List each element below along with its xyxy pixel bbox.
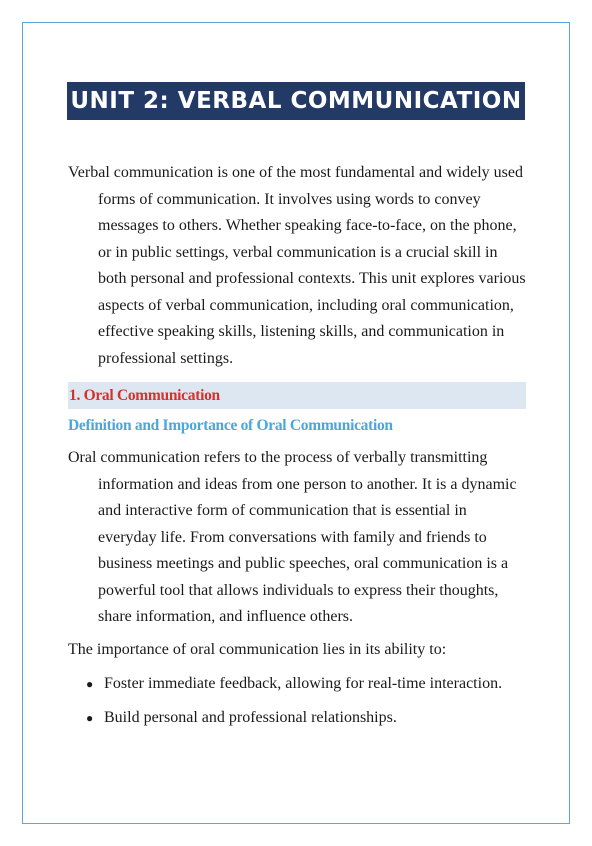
- section-heading-oral-communication: 1. Oral Communication: [68, 382, 526, 409]
- title-banner: [67, 82, 525, 120]
- importance-list: [68, 671, 526, 731]
- oral-communication-paragraph: Oral communication refers to the process of verbally transmitting information and ideas from one person to another. It is a dynamic and interactive form of communication that is essential in everyday life. From conversations with family and friends to business meetings and public speeches, oral communication is a powerful tool that allows individuals to express their thoughts, share information, and influence others.: [68, 449, 517, 625]
- list-item-text: Foster immediate feedback, allowing for real-time interaction.: [104, 674, 503, 692]
- subheading-definition: Definition and Importance of Oral Communication: [68, 417, 393, 434]
- importance-lead: The importance of oral communication lies in its ability to:: [68, 640, 447, 658]
- list-item: [68, 705, 526, 731]
- document-body: [68, 160, 526, 739]
- bullet-icon: ●: [86, 676, 94, 691]
- list-item: [68, 671, 526, 697]
- page-title: UNIT 2: VERBAL COMMUNICATION: [70, 88, 522, 114]
- intro-paragraph: Verbal communication is one of the most fundamental and widely used forms of communication. It involves using words to convey messages to others. Whether speaking face-to-face, on the phone, or in public settings, verbal communication is a crucial skill in both personal and professional contexts. This unit explores various aspects of verbal communication, including oral communication, effective speaking skills, listening skills, and communication in professional settings.: [68, 164, 526, 367]
- bullet-icon: ●: [86, 710, 94, 725]
- list-item-text: Build personal and professional relationships.: [104, 708, 397, 726]
